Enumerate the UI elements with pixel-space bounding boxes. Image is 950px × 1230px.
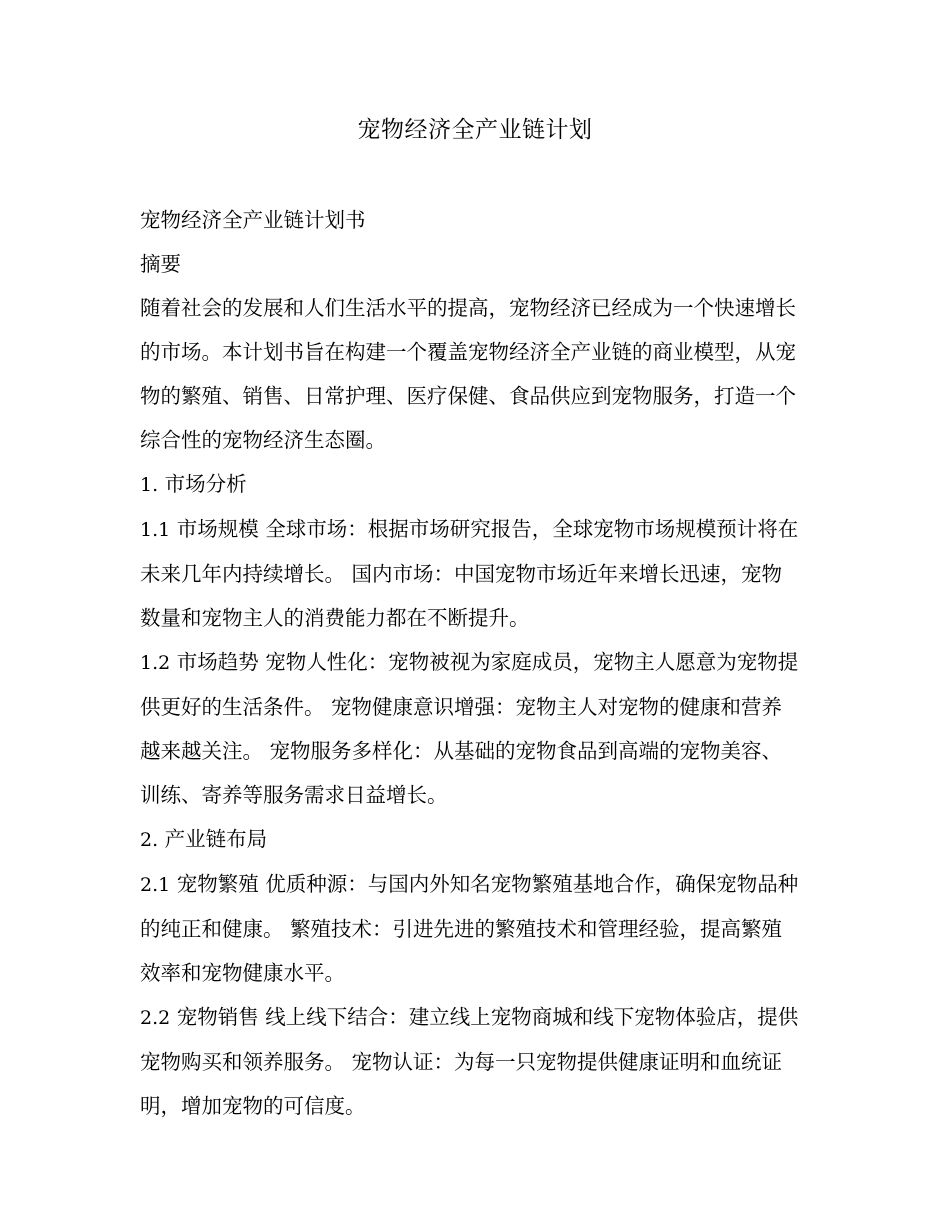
section-paragraph	[140, 862, 800, 995]
paragraph-text: 摘要	[140, 252, 181, 276]
section-number: 2.1	[140, 874, 171, 896]
paragraph-text: 产业链布局	[164, 827, 268, 851]
section-paragraph	[140, 507, 800, 640]
section-number: 1.2	[140, 652, 171, 674]
abstract-heading	[140, 242, 800, 286]
section-number: 1.	[140, 474, 159, 496]
section-paragraph	[140, 995, 800, 1128]
paragraph-text: 市场规模 全球市场：根据市场研究报告，全球宠物市场规模预计将在未来几年内持续增长。 国内市场：中国宠物市场近年来增长迅速，宠物数量和宠物主人的消费能力都在不断提升。	[140, 517, 799, 630]
paragraph-text: 市场趋势 宠物人性化：宠物被视为家庭成员，宠物主人愿意为宠物提供更好的生活条件。 宠物健康意识增强：宠物主人对宠物的健康和营养越来越关注。 宠物服务多样化：从基础的宠物食品到高端的宠物美容、训练、寄养等服务需求日益增长。	[140, 650, 799, 807]
doc-heading	[140, 198, 800, 242]
section-heading	[140, 817, 800, 862]
document-body	[140, 198, 800, 1128]
section-paragraph	[140, 640, 800, 817]
paragraph-text: 宠物销售 线上线下结合：建立线上宠物商城和线下宠物体验店，提供宠物购买和领养服务。 宠物认证：为每一只宠物提供健康证明和血统证明，增加宠物的可信度。	[140, 1005, 799, 1118]
paragraph-text: 随着社会的发展和人们生活水平的提高，宠物经济已经成为一个快速增长的市场。本计划书旨在构建一个覆盖宠物经济全产业链的商业模型，从宠物的繁殖、销售、日常护理、医疗保健、食品供应到宠物服务，打造一个综合性的宠物经济生态圈。	[140, 296, 796, 452]
section-number: 1.1	[140, 519, 171, 541]
document-title: 宠物经济全产业链计划	[357, 117, 593, 143]
section-number: 2.	[140, 829, 159, 851]
paragraph-text: 宠物繁殖 优质种源：与国内外知名宠物繁殖基地合作，确保宠物品种的纯正和健康。 繁殖技术：引进先进的繁殖技术和管理经验，提高繁殖效率和宠物健康水平。	[140, 872, 799, 985]
paragraph-text: 宠物经济全产业链计划书	[140, 208, 366, 232]
section-heading	[140, 462, 800, 507]
section-number: 2.2	[140, 1007, 171, 1029]
abstract-paragraph	[140, 286, 800, 462]
paragraph-text: 市场分析	[164, 472, 247, 496]
